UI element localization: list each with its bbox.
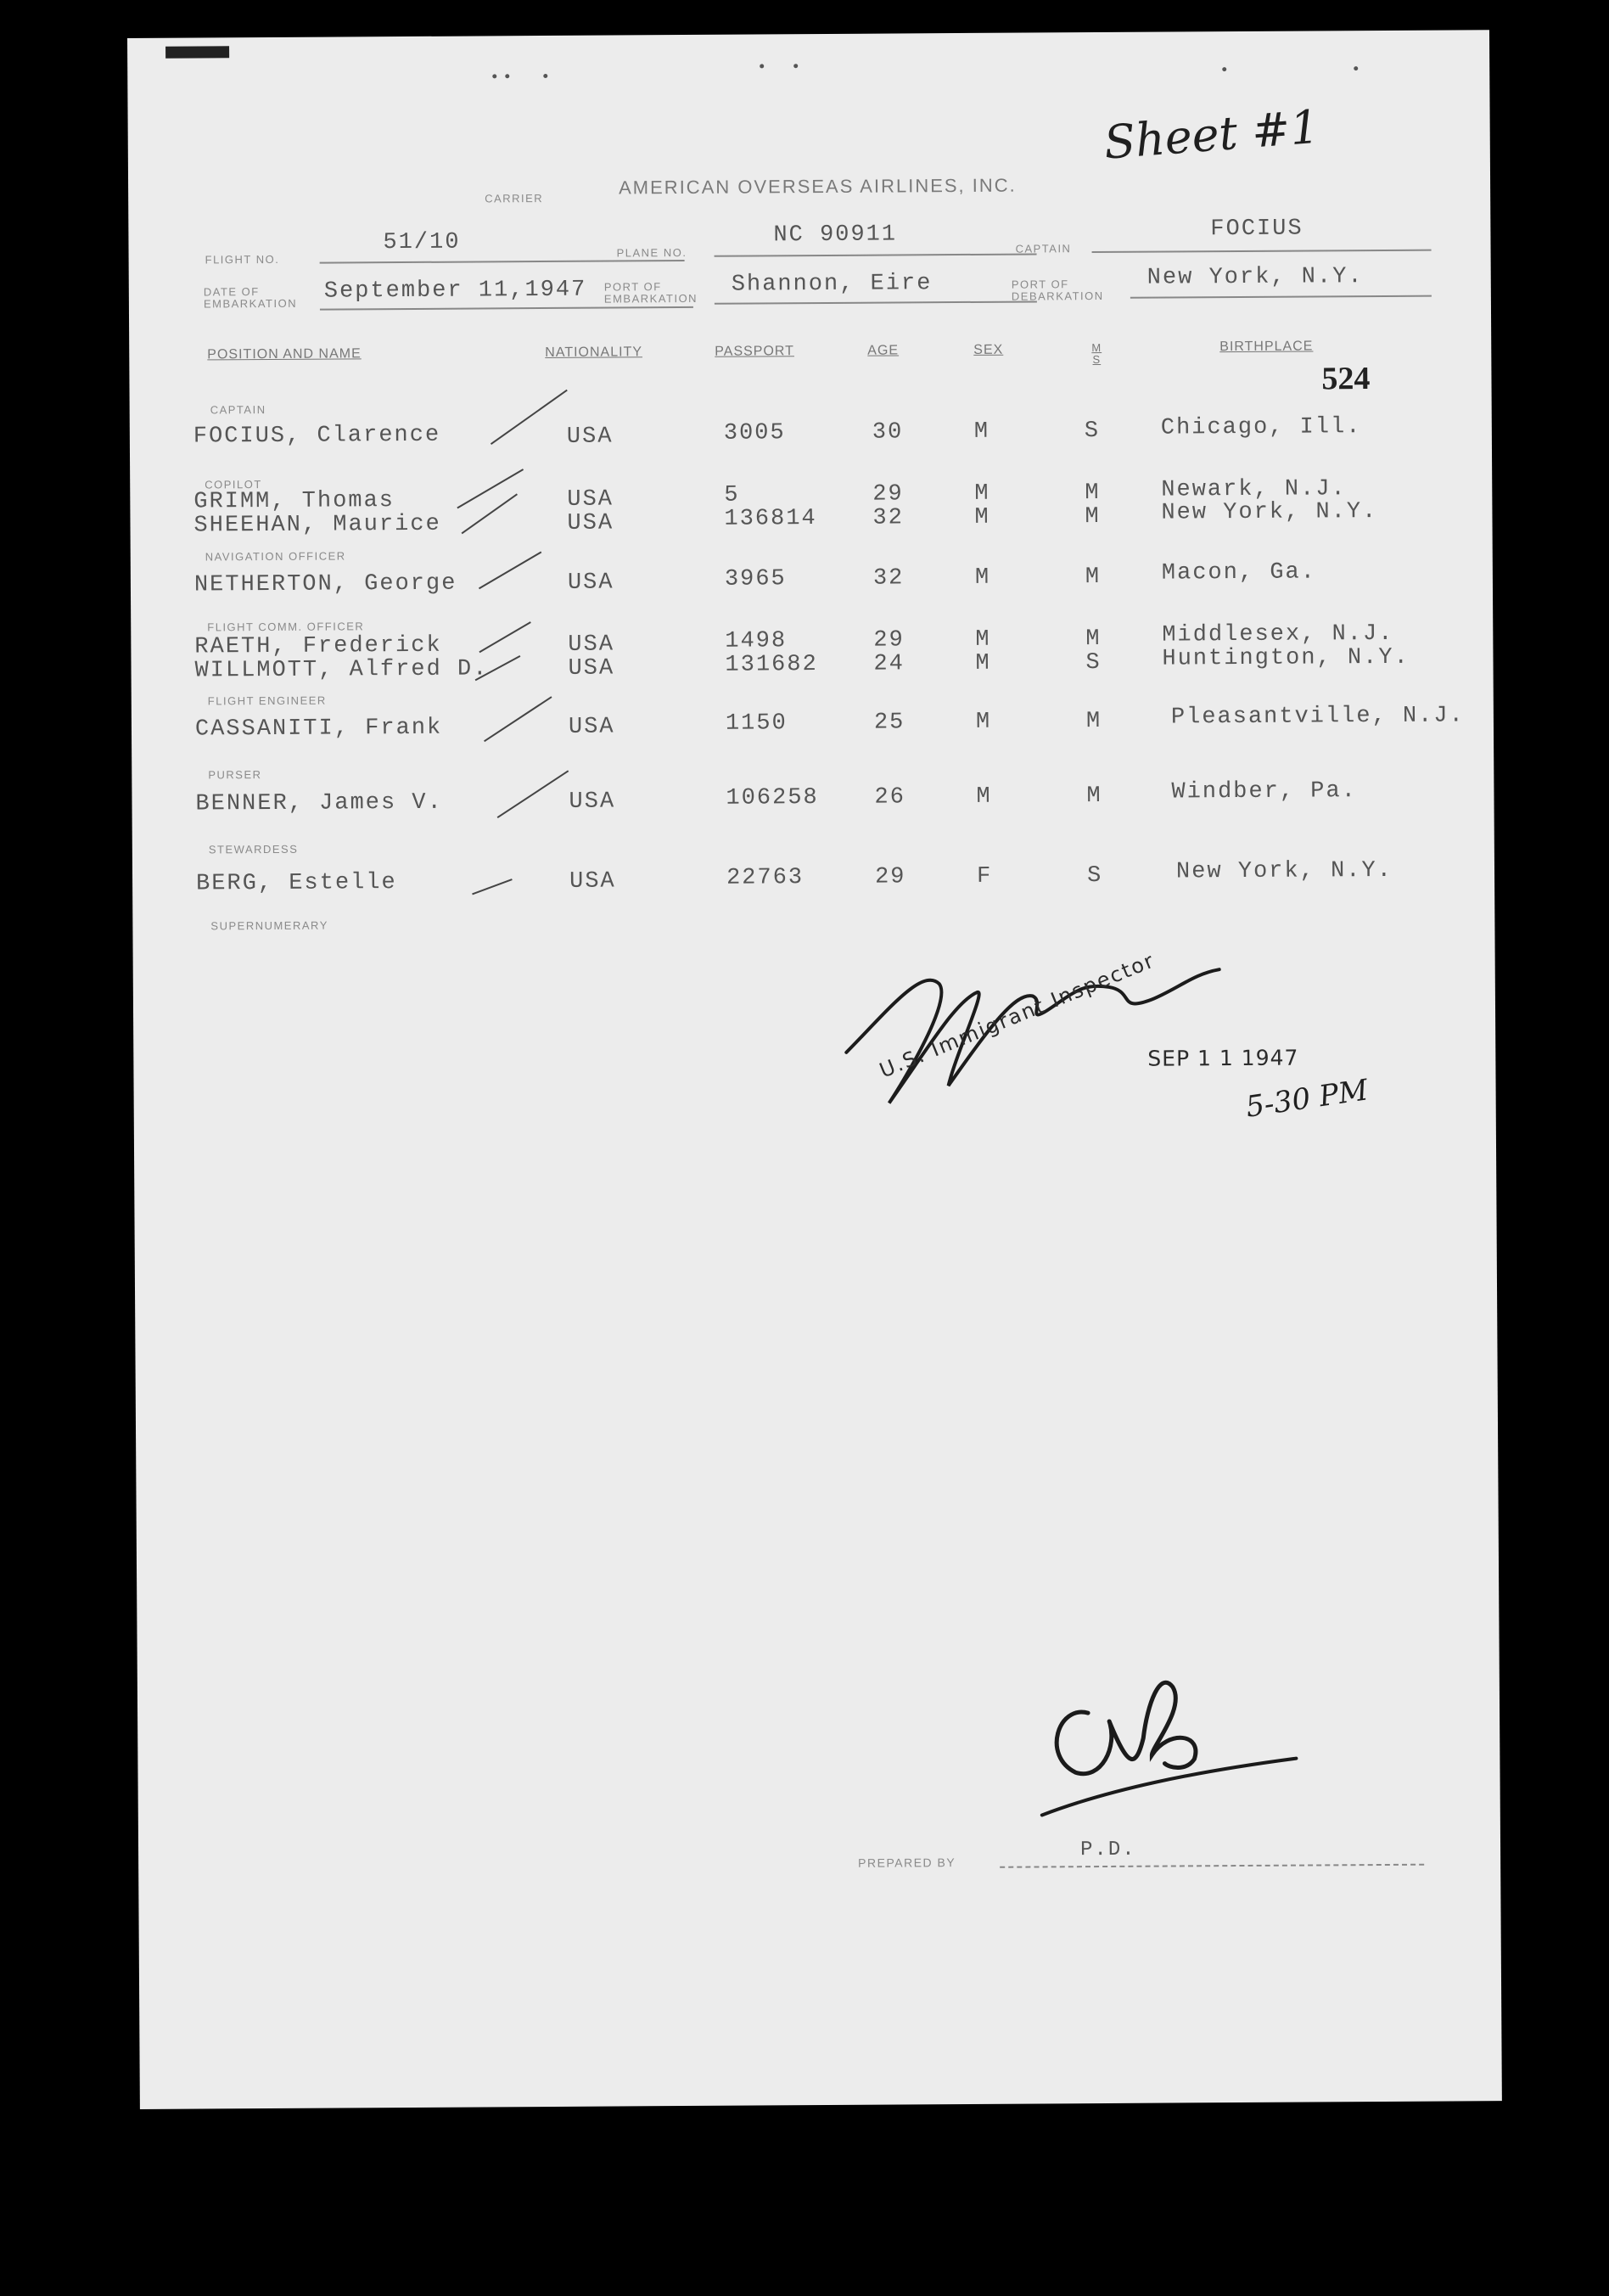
check-mark — [479, 552, 541, 590]
crew-ms: S — [1086, 862, 1103, 890]
carrier-value: AMERICAN OVERSEAS AIRLINES, INC. — [619, 174, 1017, 199]
punch-dot — [793, 64, 798, 68]
punch-dot — [1222, 67, 1226, 71]
crew-name: SHEEHAN, Maurice — [193, 511, 441, 539]
section-title: FLIGHT COMM. OFFICER — [207, 620, 365, 634]
crew-age: 29 — [872, 481, 904, 508]
section-title: SUPERNUMERARY — [210, 918, 328, 933]
section-title: CAPTAIN — [210, 403, 266, 417]
crew-nationality: USA — [568, 714, 615, 740]
crew-passport: 136814 — [724, 506, 817, 532]
date-embarkation-value: September 11,1947 — [323, 277, 587, 305]
crew-nationality: USA — [569, 868, 616, 895]
crew-ms: S — [1085, 650, 1102, 676]
crew-birthplace: Newark, N.J. — [1161, 476, 1347, 503]
stamp-time-note: 5-30 PM — [1243, 1073, 1371, 1125]
prepared-by-value: P.D. — [1079, 1838, 1136, 1862]
punch-dot — [492, 74, 496, 78]
col-header-ms: M S — [1091, 340, 1102, 367]
port-embarkation-value: Shannon, Eire — [731, 271, 933, 298]
crew-ms: M — [1085, 564, 1102, 591]
section-title: FLIGHT ENGINEER — [207, 693, 327, 708]
section-title: NAVIGATION OFFICER — [205, 549, 346, 564]
prepared-by-rule — [1000, 1864, 1424, 1868]
crew-birthplace: Windber, Pa. — [1171, 778, 1357, 806]
crew-passport: 5 — [724, 482, 740, 508]
flight-value: 51/10 — [383, 229, 461, 256]
crew-name: FOCIUS, Clarence — [193, 422, 441, 450]
crew-ms: M — [1085, 626, 1102, 653]
crew-age: 30 — [872, 419, 904, 446]
crew-nationality: USA — [568, 632, 615, 658]
crew-passport: 131682 — [725, 652, 818, 678]
date-rule — [320, 306, 693, 311]
crew-passport: 1498 — [725, 628, 788, 654]
bleed-through — [459, 1526, 476, 1594]
crew-name: BENNER, James V. — [195, 789, 443, 817]
crew-ms: M — [1086, 783, 1102, 810]
crew-age: 32 — [872, 565, 905, 592]
crew-age: 26 — [874, 784, 905, 811]
crew-name: GRIMM, Thomas — [193, 488, 395, 515]
prepared-by-initials — [1024, 1653, 1305, 1824]
crew-sex: M — [975, 650, 991, 676]
punch-dot — [760, 64, 764, 68]
crew-name: NETHERTON, George — [193, 570, 457, 598]
plane-label: PLANE NO. — [616, 245, 687, 260]
crew-birthplace: Huntington, N.Y. — [1162, 644, 1410, 672]
date-embarkation-label: DATE OF EMBARKATION — [203, 285, 298, 311]
check-mark — [491, 390, 568, 445]
punch-dot — [543, 74, 547, 78]
punch-dot — [505, 74, 509, 78]
crew-ms: M — [1085, 504, 1101, 530]
crew-name: CASSANITI, Frank — [194, 715, 443, 743]
crew-nationality: USA — [568, 655, 615, 682]
crew-sex: M — [973, 418, 990, 445]
inspector-signature — [828, 906, 1271, 1129]
col-header-birthplace: BIRTHPLACE — [1219, 339, 1314, 355]
check-mark — [457, 469, 524, 508]
prepared-by-label: PREPARED BY — [858, 1855, 956, 1870]
crew-nationality: USA — [567, 570, 614, 596]
crew-sex: M — [974, 564, 991, 591]
section-title: STEWARDESS — [208, 842, 299, 856]
crew-age: 24 — [873, 651, 905, 677]
col-header-sex: SEX — [973, 342, 1004, 357]
crew-age: 32 — [872, 505, 904, 531]
plane-value: NC 90911 — [773, 222, 898, 249]
col-header-passport: PASSPORT — [715, 344, 794, 359]
check-mark — [472, 879, 513, 895]
check-mark — [479, 621, 530, 653]
crew-ms: M — [1085, 709, 1102, 735]
col-header-position: POSITION AND NAME — [207, 346, 362, 362]
crew-passport: 106258 — [726, 785, 819, 811]
crew-nationality: USA — [567, 486, 614, 513]
port-embarkation-label: PORT OF EMBARKATION — [603, 280, 698, 306]
captain-label: CAPTAIN — [1015, 242, 1072, 255]
crew-nationality: USA — [566, 424, 614, 450]
section-title: COPILOT — [205, 478, 262, 491]
manifest-page — [127, 30, 1502, 2109]
port-embarkation-rule — [715, 300, 1037, 304]
crew-name: RAETH, Frederick — [194, 632, 442, 660]
crew-age: 25 — [873, 710, 905, 736]
corner-mark — [165, 46, 229, 58]
crew-birthplace: Chicago, Ill. — [1160, 414, 1362, 441]
flight-label: FLIGHT NO. — [205, 252, 280, 267]
captain-value: FOCIUS — [1210, 216, 1303, 243]
crew-passport: 22763 — [726, 865, 804, 891]
captain-rule — [1092, 250, 1432, 253]
crew-sex: M — [975, 709, 992, 735]
check-mark — [497, 770, 569, 818]
crew-name: WILLMOTT, Alfred D. — [194, 656, 489, 684]
crew-passport: 1150 — [725, 710, 788, 737]
crew-sex: M — [975, 626, 991, 653]
carrier-label: CARRIER — [485, 192, 544, 205]
col-header-age: AGE — [867, 343, 900, 358]
crew-sex: M — [976, 783, 992, 810]
flight-rule — [320, 260, 685, 264]
crew-age: 29 — [873, 627, 905, 654]
port-debarkation-rule — [1130, 295, 1432, 299]
crew-nationality: USA — [569, 789, 616, 815]
crew-birthplace: Pleasantville, N.J. — [1170, 703, 1465, 731]
port-debarkation-value: New York, N.Y. — [1146, 264, 1364, 291]
crew-ms: S — [1084, 418, 1101, 445]
check-mark — [484, 696, 552, 742]
crew-passport: 3965 — [724, 566, 787, 592]
crew-sex: M — [974, 480, 990, 507]
sheet-annotation: Sheet #1 — [1102, 99, 1321, 170]
crew-birthplace: New York, N.Y. — [1175, 857, 1393, 885]
crew-passport: 3005 — [723, 420, 786, 446]
crew-nationality: USA — [567, 510, 614, 536]
crew-birthplace: New York, N.Y. — [1161, 499, 1378, 526]
page-number: 524 — [1321, 361, 1371, 397]
stamp-date: SEP 1 1 1947 — [1147, 1045, 1299, 1071]
section-title: PURSER — [208, 768, 262, 782]
col-header-nationality: NATIONALITY — [545, 345, 643, 360]
crew-sex: M — [974, 504, 990, 530]
port-debarkation-label: PORT OF DEBARKATION — [1011, 278, 1104, 303]
crew-ms: M — [1085, 480, 1101, 507]
plane-rule — [715, 253, 1037, 256]
crew-birthplace: Middlesex, N.J. — [1162, 620, 1394, 648]
crew-sex: F — [976, 863, 993, 890]
crew-age: 29 — [874, 864, 906, 890]
crew-birthplace: Macon, Ga. — [1161, 559, 1316, 587]
punch-dot — [1354, 66, 1358, 70]
inspector-stamp-title: U.S. Immigrant Inspector — [876, 948, 1159, 1083]
crew-name: BERG, Estelle — [195, 870, 397, 897]
